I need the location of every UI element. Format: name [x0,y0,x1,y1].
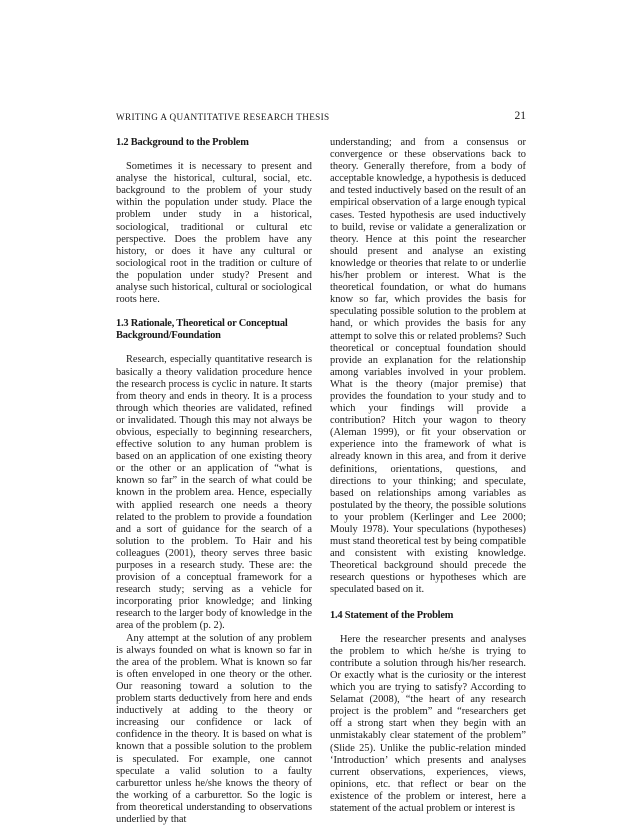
page-number: 21 [514,110,526,122]
section-1-4-paragraph: Here the researcher presents and analyses the problem to which he/she is trying to contribute a solution through his/her research. Or exactly what is the curiosity or the interest which you are trying to satisfy? According to Selamat (2008), “the heart of any research project is the problem” and “researchers get off a strong start when they begin with an unmistakably clear statement of the problem” (Slide 25). Unlike the public-relation minded ‘Introduction’ which presents and analyses current observations, experiences, views, opinions, etc. that reflect or bear on the existence of the problem or interest, here a statement of the actual problem or interest is [330,633,526,814]
left-column [116,137,312,826]
section-1-3-heading: 1.3 Rationale, Theoretical or Conceptual Background/Foundation [116,318,288,342]
right-column [330,137,526,815]
section-1-3-continuation: understanding; and from a consensus or convergence or these observations back to theory. Generally therefore, from a body of acceptable knowledge, a hypothesis is deduced and tested inductively based on the result of an empirical observation of a large enough typical cases. Tested hypothesis are used inductively to build, revise or validate a generalization or theory. Hence at this point the researcher should present and analyse an existing knowledge or theories that relate to or underlie his/her problem or interest. What is the theoretical foundation, or what do humans know so far, which provides the basis for speculating possible solution to the problem at hand, or which provides the basis for any attempt to solve this or related problems? Such theoretical or conceptual foundation should provide an explanation for the relationship among variables involved in your problem. What is the theory (major premise) that provides the foundation to your study and to which your findings will provide a contribution? Hitch your wagon to theory (Aleman 1999), or fit your observation or experience into the framework of what is already known in this area, and from it derive definitions, orientations, questions, and directions to your thinking; and speculate, based on relationships among variables as postulated by the theory, the possible solutions to your problem (Kerlinger and Lee 2000; Mouly 1978). Your speculations (hypotheses) must stand theoretical test by being compatible and consistent with existing knowledge. Theoretical background should precede the research questions or hypotheses which are speculated based on it. [330,137,527,596]
section-1-3-paragraph-2: Any attempt at the solution of any problem is always founded on what is known so far in the area of the problem. What is known so far is often enveloped in one theory or the other. Our reasoning toward a solution to the problem starts deductively from here and ends inductively at adding to the theory or increasing our confidence or lack of confidence in the theory. It is based on what is known that a possible solution to the problem is speculated. For example, one cannot speculate a valid solution to a faulty carburettor unless he/she knows the theory of the working of a carburettor. So the logic is from theoretical understanding to observations underlied by that [116,632,312,825]
running-title: WRITING A QUANTITATIVE RESEARCH THESIS [116,112,330,122]
section-1-2-heading: 1.2 Background to the Problem [116,137,249,148]
section-1-2-paragraph: Sometimes it is necessary to present and analyse the historical, cultural, social, etc. background to the problem of your study within the population under study. Place the problem under study in a historical, sociological, traditional or cultural etc perspective. Does the problem have any history, or does it have any cultural or sociological root in the tradition or culture of the population under study? Present and analyse such historical, cultural or sociological roots here. [116,161,312,306]
page-header [116,112,526,128]
section-1-4-heading: 1.4 Statement of the Problem [330,609,454,621]
section-1-3-paragraph-1: Research, especially quantitative research is basically a theory validation procedure hence the research process is cyclic in nature. It starts from theory and ends in theory. It is a process through which theories are validated, refined or invalidated. Though this may not always be obvious, especially to beginning researchers, effective solution to any human problem is based on an application of one existing theory or the other or an application of “what is known so far” in the search of what could be known in the problem area. Hence, especially with applied research one needs a theory related to the problem to provide a foundation and a sort of guidance for the search of a solution to the problem. To Hair and his colleagues (2001), theory serves three basic purposes in a research study. These are: the provision of a conceptual framework for a research study; serving as a vehicle for incorporating prior knowledge; and linking research to the larger body of knowledge in the area of the problem (p. 2). [116,354,313,632]
